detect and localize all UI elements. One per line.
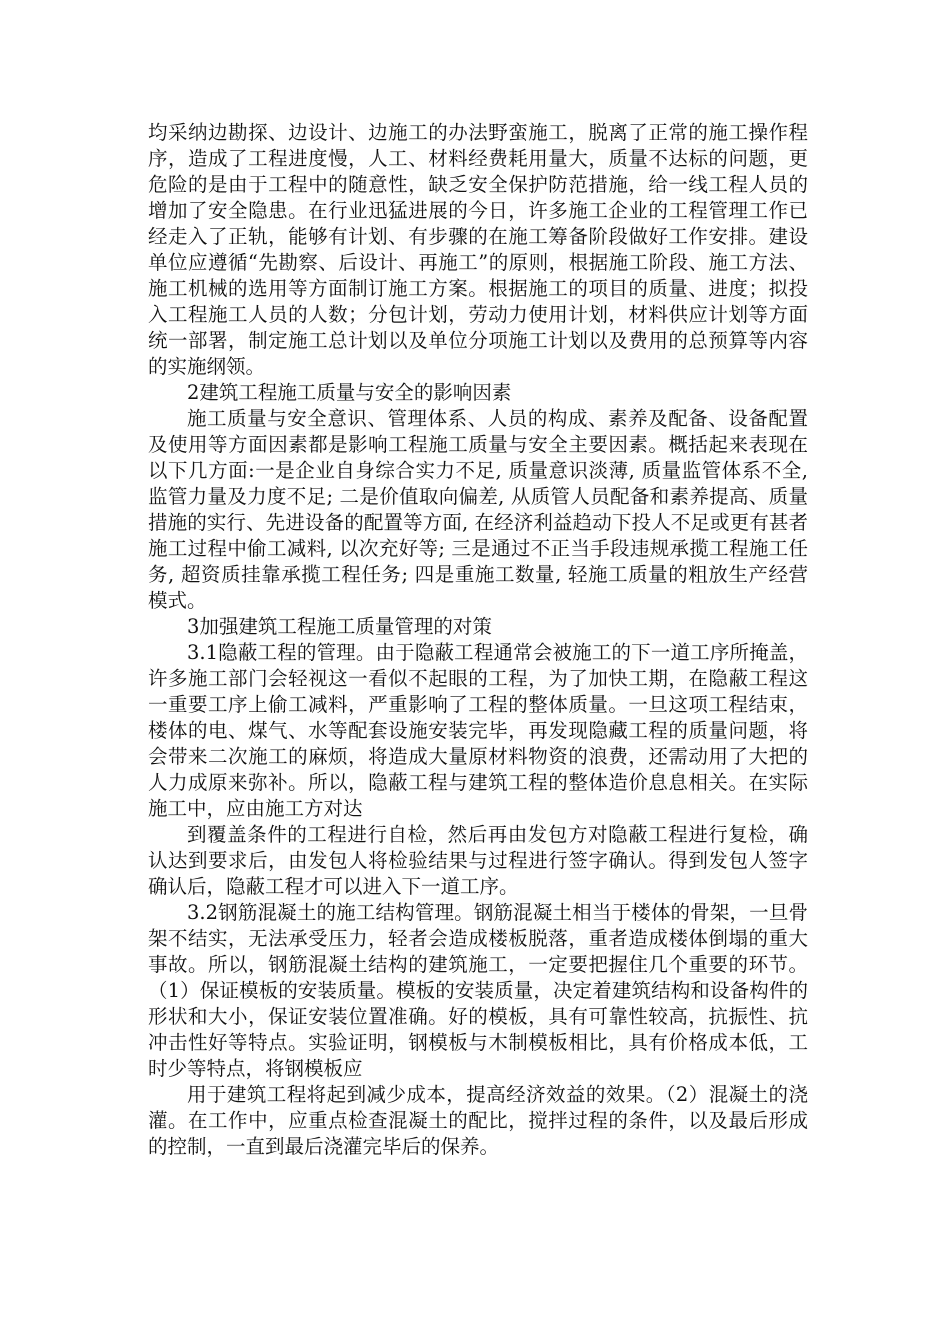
- paragraph-concealed-work: 3.1隐蔽工程的管理。由于隐蔽工程通常会被施工的下一道工序所掩盖，许多施工部门会轻视这一看似不起眼的工程，为了加快工期，在隐蔽工程这一重要工序上偷工减料，严重影响了工程的整体质量。一旦这项工程结束，楼体的电、煤气、水等配套设施安装完毕，再发现隐藏工程的质量问题，将会带来二次施工的麻烦，将造成大量原材料物资的浪费，还需动用了大把的人力成原来弥补。所以，隐蔽工程与建筑工程的整体造价息息相关。在实际施工中，应由施工方对达: [148, 641, 808, 820]
- paragraph-concrete-structure: 3.2钢筋混凝土的施工结构管理。钢筋混凝土相当于楼体的骨架，一旦骨架不结实，无法承受压力，轻者会造成楼板脱落，重者造成楼体倒塌的重大事故。所以，钢筋混凝土结构的建筑施工，一定要把握住几个重要的环节。（1）保证模板的安装质量。模板的安装质量，决定着建筑结构和设备构件的形状和大小，保证安装位置准确。好的模板，具有可靠性较高，抗振性、抗冲击性好等特点。实验证明，钢模板与木制模板相比，具有价格成本低，工时少等特点，将钢模板应: [148, 901, 808, 1080]
- paragraph-factors: 施工质量与安全意识、管理体系、人员的构成、素养及配备、设备配置及使用等方面因素都是影响工程施工质量与安全主要因素。概括起来表现在以下几方面:一是企业自身综合实力不足, 质量意识淡薄, 质量监管体系不全, 监管力量及力度不足; 二是价值取向偏差, 从质管人员配备和素养提高、质量措施的实行、先进设备的配置等方面, 在经济利益趋动下投人不足或更有甚者施工过程中偷工减料, 以次充好等; 三是通过不正当手段违规承揽工程施工任务, 超资质挂靠承揽工程任务; 四是重施工数量, 轻施工质量的粗放生产经营模式。: [148, 407, 808, 612]
- section-heading-2: 2建筑工程施工质量与安全的影响因素: [187, 381, 512, 404]
- paragraph-inspection: 到覆盖条件的工程进行自检，然后再由发包方对隐蔽工程进行复检，确认达到要求后，由发包人将检验结果与过程进行签字确认。得到发包人签字确认后，隐蔽工程才可以进入下一道工序。: [148, 823, 808, 898]
- paragraph-concrete-pouring: 用于建筑工程将起到减少成本，提高经济效益的效果。（2）混凝土的浇灌。在工作中，应重点检查混凝土的配比，搅拌过程的条件，以及最后形成的控制，一直到最后浇灌完毕后的保养。: [148, 1083, 808, 1158]
- paragraph-intro: 均采纳边勘探、边设计、边施工的办法野蛮施工，脱离了正常的施工操作程序，造成了工程进度慢，人工、材料经费耗用量大，质量不达标的问题，更危险的是由于工程中的随意性，缺乏安全保护防范措施，给一线工程人员的增加了安全隐患。在行业迅猛进展的今日，许多施工企业的工程管理工作已经走入了正轨，能够有计划、有步骤的在施工筹备阶段做好工作安排。建设单位应遵循“先勘察、后设计、再施工”的原则，根据施工阶段、施工方法、施工机械的选用等方面制订施工方案。根据施工的项目的质量、进度；拟投入工程施工人员的人数；分包计划，劳动力使用计划，材料供应计划等方面统一部署，制定施工总计划以及单位分项施工计划以及费用的总预算等内容的实施纲领。: [148, 121, 808, 378]
- section-heading-3: 3加强建筑工程施工质量管理的对策: [187, 615, 492, 638]
- document-body: [148, 120, 808, 1160]
